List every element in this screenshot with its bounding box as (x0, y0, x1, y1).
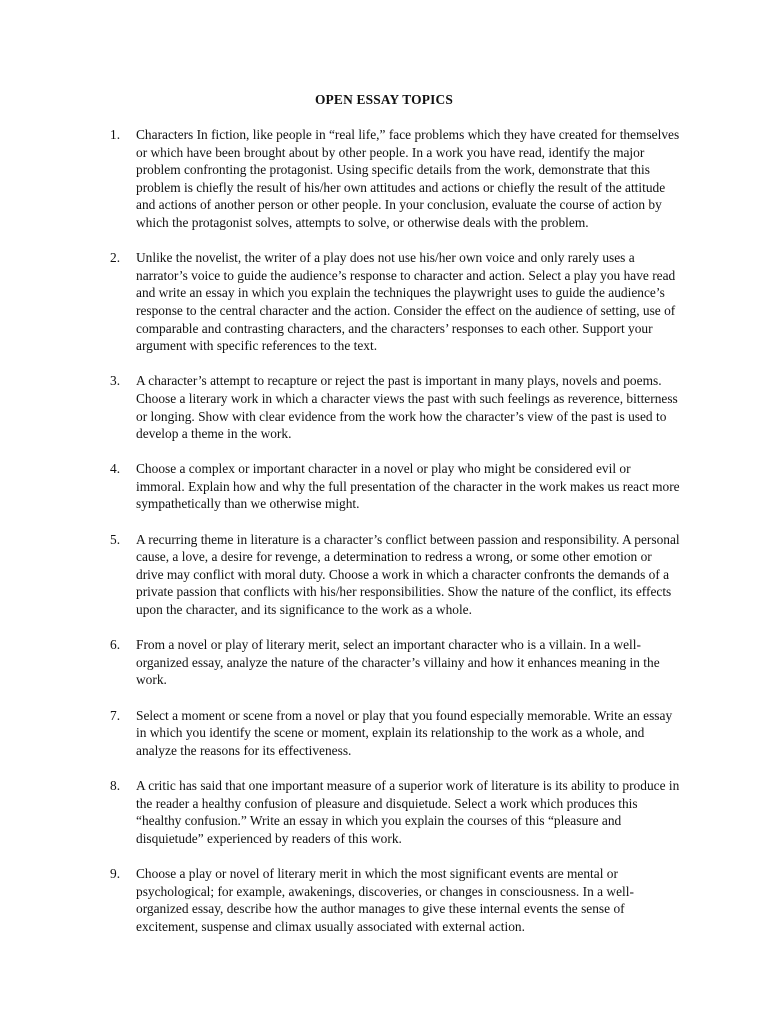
topic-text: Unlike the novelist, the writer of a play does not use his/her own voice and only rarely uses a narrator’s voice to guide the audience’s response to character and action. Select a play you have read and write an essay in which you explain the techniques the playwright uses to guide the audience’s response to the central character and the action. Consider the effect on the audience of setting, use of comparable and contrasting characters, and the characters’ responses to each other. Support your argument with specific references to the text. (136, 250, 676, 354)
topic-text: A recurring theme in literature is a character’s conflict between passion and responsibility. A personal cause, a love, a desire for revenge, a determination to redress a wrong, or some other emotion or drive may conflict with moral duty. Choose a work in which a character confronts the demands of a private passion that conflicts with his/her responsibilities. Show the nature of the conflict, its effects upon the character, and its significance to the work as a whole. (136, 531, 680, 618)
topic-text: A character’s attempt to recapture or reject the past is important in many plays, novels and poems. Choose a literary work in which a character views the past with such feelings as reverence, bitterness or longing. Show with clear evidence from the work how the character’s view of the past is used to develop a theme in the work. (136, 373, 678, 442)
topic-number: 5. (110, 531, 121, 547)
topic-item-5 (110, 531, 680, 619)
topic-item-2 (110, 249, 680, 355)
topic-text: Characters In fiction, like people in “real life,” face problems which they have created for themselves or which have been brought about by other people. In a work you have read, identify the major problem confronting the protagonist. Using specific details from the work, demonstrate that this problem is chiefly the result of his/her own attitudes and actions or chiefly the result of the attitude and actions of another person or other people. In your conclusion, evaluate the course of action by which the protagonist solves, attempts to solve, or otherwise deals with the problem. (136, 127, 680, 230)
topic-item-7 (110, 707, 680, 760)
topic-item-6 (110, 636, 680, 689)
topic-item-3 (110, 372, 680, 442)
topic-number: 4. (110, 461, 121, 477)
topic-item-4 (110, 460, 680, 513)
topic-text: Choose a play or novel of literary merit in which the most significant events are mental or psychological; for example, awakenings, discoveries, or changes in consciousness. In a well-organized essay, describe how the author manages to give these internal events the sense of excitement, suspense and climax usually associated with external action. (136, 865, 634, 934)
topic-number: 1. (110, 127, 121, 142)
topic-item-9 (110, 865, 680, 935)
topic-item-1 (110, 126, 680, 232)
topic-text: A critic has said that one important measure of a superior work of literature is its ability to produce in the reader a healthy confusion of pleasure and disquietude. Select a work which produces this “healthy confusion.” Write an essay in which you explain the courses of this “pleasure and disquietude” experienced by readers of this work. (136, 777, 680, 846)
topic-number: 6. (110, 637, 121, 653)
topic-number: 3. (110, 373, 121, 389)
topic-text: Choose a complex or important character in a novel or play who might be considered evil or immoral. Explain how and why the full presentation of the character in the work makes us react more sympathetically than we otherwise might. (136, 461, 680, 512)
topic-text: From a novel or play of literary merit, select an important character who is a villain. In a well-organized essay, analyze the nature of the character’s villainy and how it enhances meaning in the work. (136, 637, 660, 688)
document-title: OPEN ESSAY TOPICS (314, 92, 454, 107)
topic-number: 7. (110, 707, 121, 723)
topic-number: 2. (110, 250, 121, 266)
topic-number: 9. (110, 865, 121, 881)
topic-number: 8. (110, 777, 121, 793)
topic-list (110, 126, 680, 953)
topic-item-8 (110, 777, 680, 847)
topic-text: Select a moment or scene from a novel or play that you found especially memorable. Write an essay in which you identify the scene or moment, explain its relationship to the work as a whole, and analyze the reasons for its effectiveness. (136, 707, 673, 758)
